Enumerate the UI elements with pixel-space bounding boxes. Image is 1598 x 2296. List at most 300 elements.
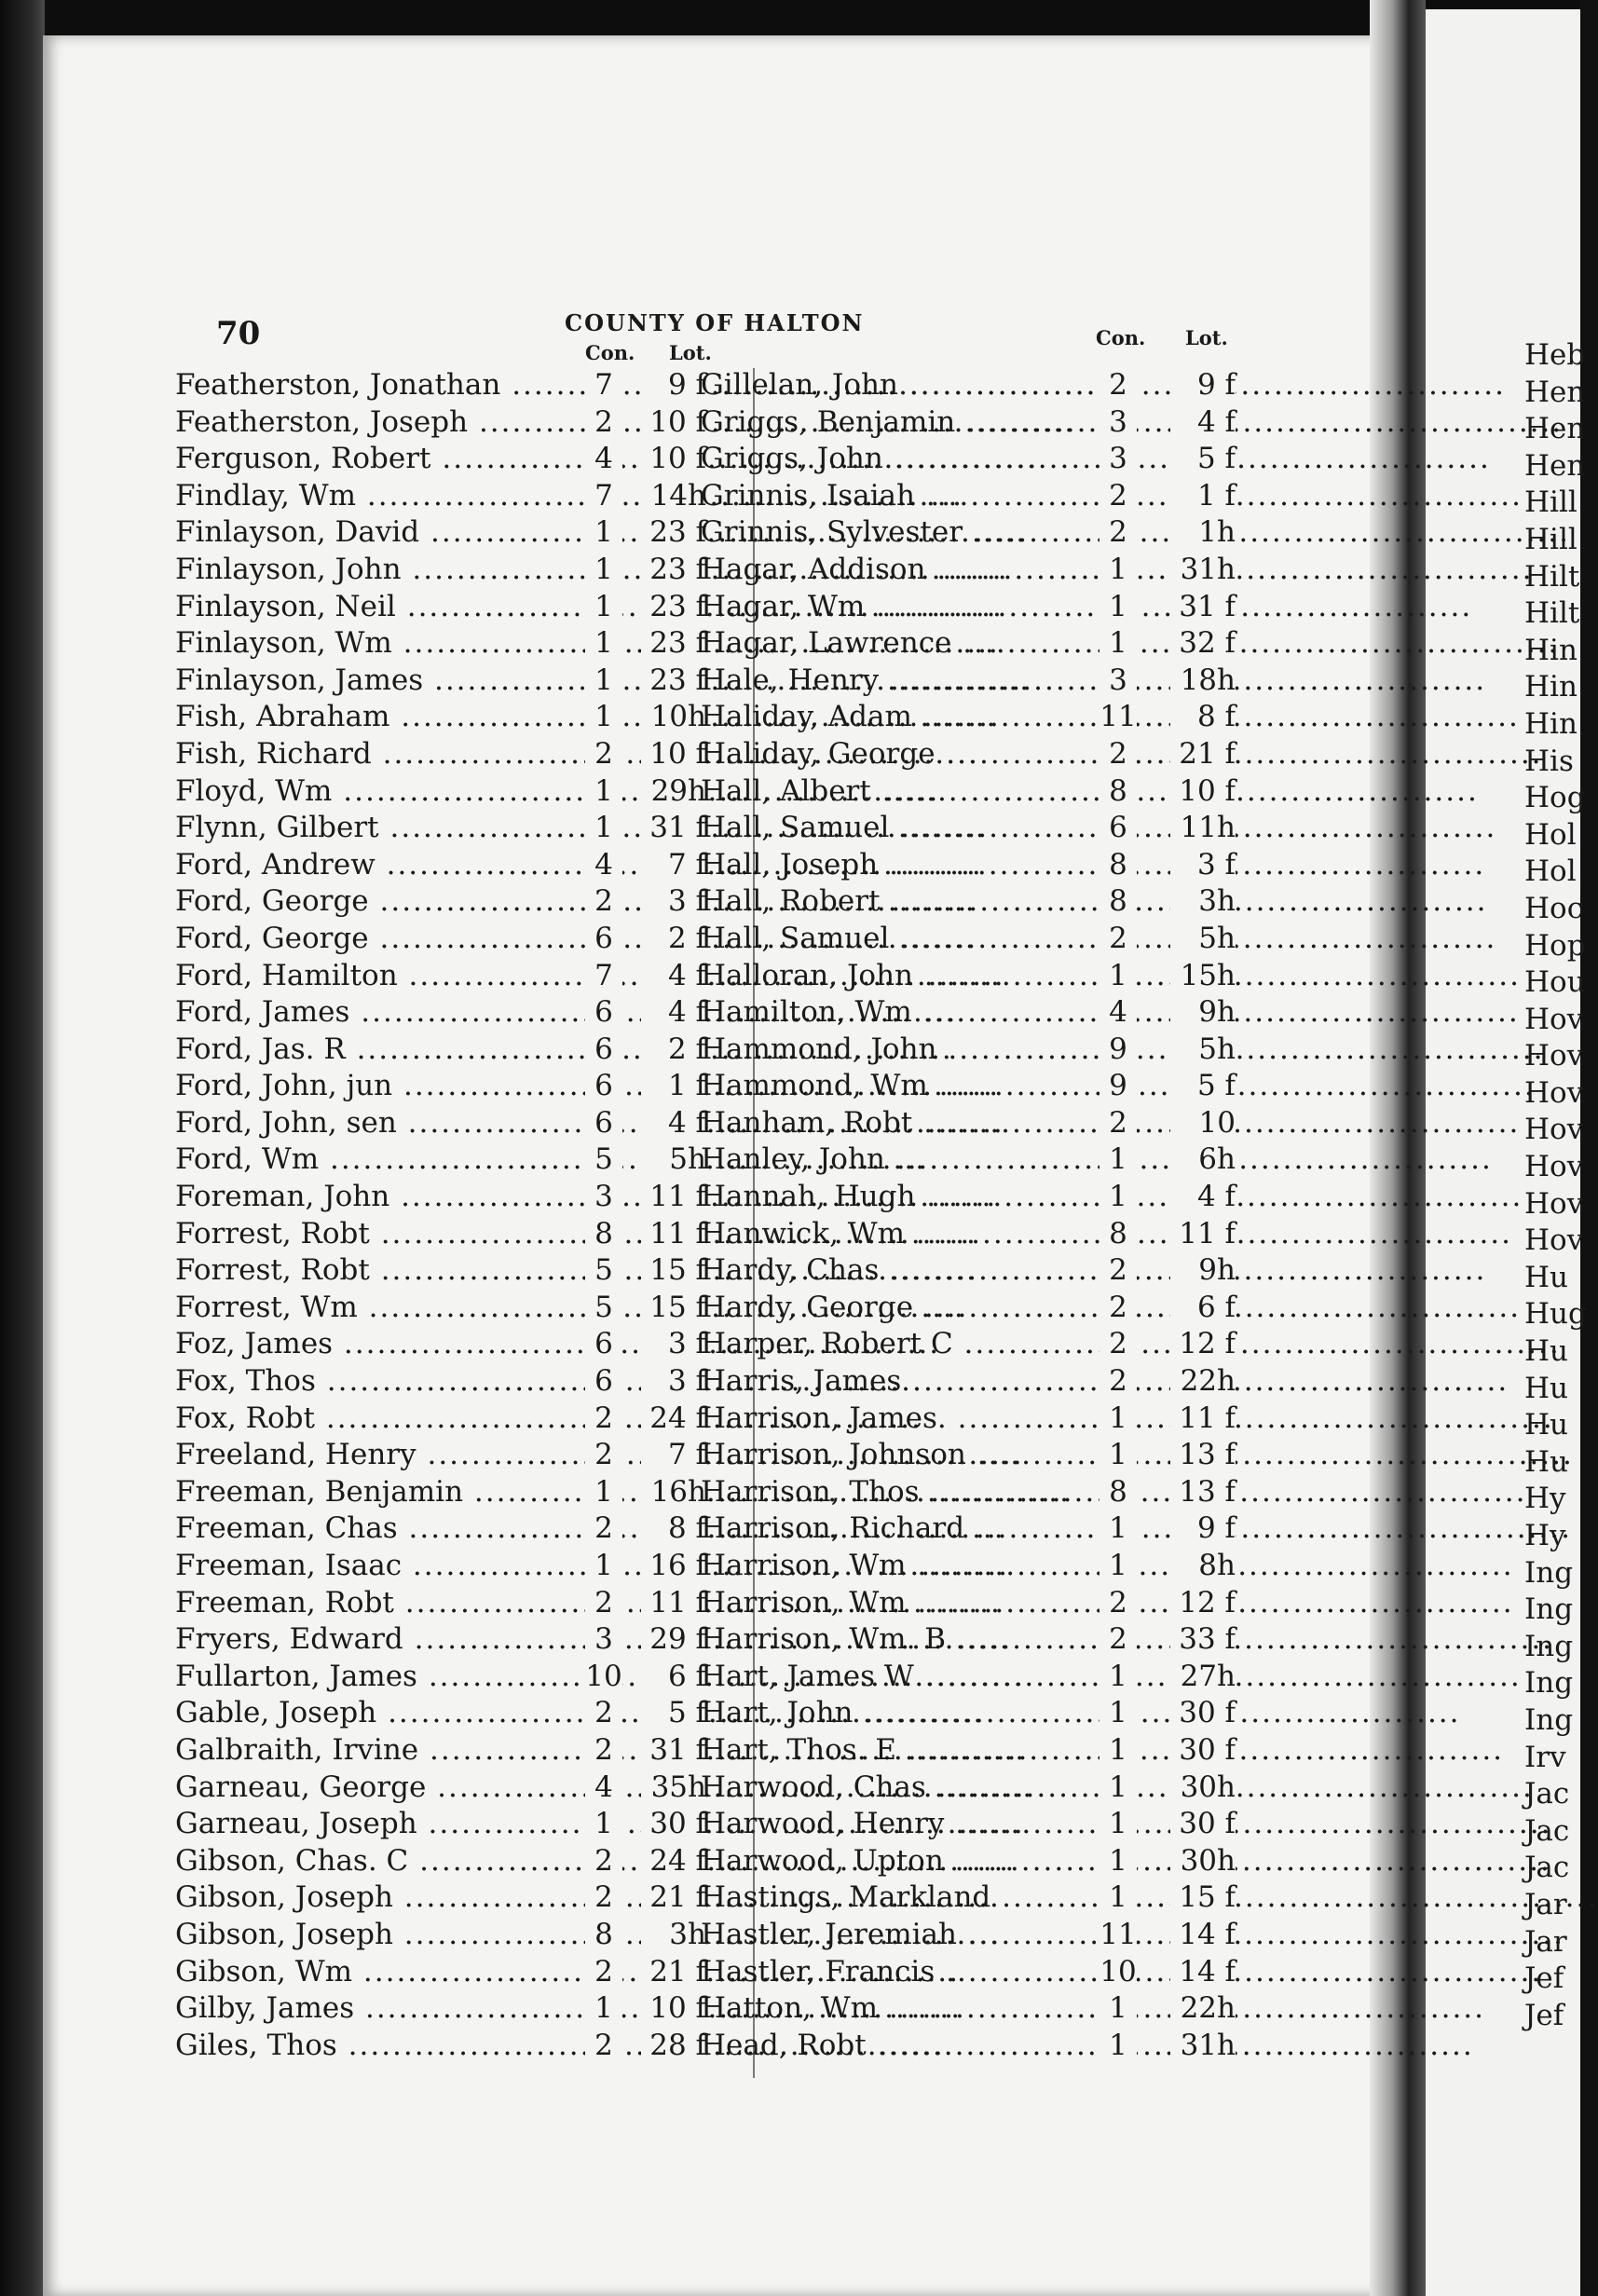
entry-name: Hastings, Markland ..... [701, 1879, 1098, 1917]
entry-lot: 4 f [641, 958, 706, 995]
fragment-text: Hug [1524, 1297, 1587, 1332]
table-row [701, 1141, 1278, 1179]
entry-lot: 6h [1170, 1141, 1236, 1179]
table-row [175, 589, 753, 626]
entry-name: Gibson, Wm ..... [175, 1954, 576, 1991]
entry-con: 2 [1099, 1585, 1137, 1622]
entry-con: 1 [1099, 958, 1137, 995]
table-row [175, 1252, 753, 1290]
entry-name: Ford, Andrew ..... [175, 847, 576, 884]
entry-name: Ford, George ..... [175, 883, 576, 921]
entry-lot: 30 f [641, 1806, 706, 1843]
entry-lot: 9h [1170, 1252, 1236, 1290]
table-row [701, 1510, 1278, 1548]
fragment-text: Irv [1524, 1740, 1566, 1774]
entry-con: 1 [1099, 1548, 1137, 1585]
entry-name: Ford, Wm ..... [175, 1141, 576, 1179]
table-row [701, 1806, 1278, 1843]
entry-lot: 29h [641, 773, 706, 811]
entry-name: Fox, Thos ..... [175, 1363, 576, 1401]
entry-lot: 11 f [1170, 1401, 1236, 1438]
table-row [701, 1621, 1278, 1659]
table-row [175, 1179, 753, 1216]
table-row [701, 1732, 1278, 1770]
entry-con: 9 [1099, 1068, 1137, 1105]
entry-con: 8 [1099, 847, 1137, 884]
fragment-text: Hov [1524, 1075, 1584, 1110]
entry-name: Harper, Robert C ..... [701, 1326, 1098, 1363]
entry-name: Finlayson, John ..... [175, 552, 576, 589]
entry-con: 2 [585, 1843, 622, 1880]
entry-lot: 4 f [641, 994, 706, 1032]
entry-con: 1 [1099, 625, 1137, 663]
entry-lot: 11 f [641, 1179, 706, 1216]
entry-con: 2 [1099, 736, 1137, 773]
entry-name: Grinnis, Sylvester ..... [701, 514, 1098, 552]
entry-con: 2 [585, 883, 622, 921]
page-number: 70 [216, 315, 261, 352]
entry-name: Hannah, Hugh ..... [701, 1179, 1098, 1216]
entry-lot: 9h [1170, 994, 1236, 1032]
entry-lot: 18h [1170, 663, 1236, 700]
entry-con: 1 [585, 552, 622, 589]
entry-lot: 24 f [641, 1401, 706, 1438]
entry-con: 11 [1099, 699, 1137, 736]
entry-lot: 16 f [641, 1548, 706, 1585]
table-row [175, 514, 753, 552]
entry-name: Freeman, Chas ..... [175, 1510, 576, 1548]
table-row [701, 404, 1278, 442]
entry-name: Finlayson, David ..... [175, 514, 576, 552]
lot-header: Lot. [669, 341, 712, 364]
entry-con: 6 [1099, 810, 1137, 847]
fragment-text: Hov [1524, 1223, 1584, 1258]
entry-lot: 9 f [1170, 367, 1236, 404]
entry-con: 9 [1099, 1032, 1137, 1069]
table-row [701, 589, 1278, 626]
fragment-text: Ing [1524, 1629, 1574, 1663]
fragment-text: Hov [1524, 1113, 1584, 1147]
entry-name: Hatton, Wm ..... [701, 1990, 1098, 2028]
table-row [701, 367, 1278, 404]
entry-con: 6 [585, 994, 622, 1032]
entry-con: 3 [1099, 663, 1137, 700]
entry-con: 1 [1099, 1179, 1137, 1216]
entry-con: 6 [585, 1105, 622, 1142]
entry-name: Hall, Robert ..... [701, 883, 1098, 921]
entry-lot: 5 f [641, 1695, 706, 1732]
table-row [175, 1990, 753, 2028]
entry-name: Hale, Henry ..... [701, 663, 1098, 700]
entry-lot: 5h [641, 1141, 706, 1179]
table-row [701, 1032, 1278, 1069]
entry-con: 5 [585, 1252, 622, 1290]
entry-con: 1 [1099, 1732, 1137, 1770]
entry-con: 1 [1099, 1770, 1137, 1807]
table-row [701, 1917, 1278, 1954]
entry-lot: 10 f [641, 1990, 706, 2028]
entry-con: 1 [1099, 1141, 1137, 1179]
entry-lot: 8 f [1170, 699, 1236, 736]
table-row [175, 1732, 753, 1770]
entry-lot: 5 f [1170, 1068, 1236, 1105]
entry-name: Hamilton, Wm ..... [701, 994, 1098, 1032]
entry-lot: 15 f [641, 1290, 706, 1327]
table-row [175, 2028, 753, 2065]
entry-con: 7 [585, 367, 622, 404]
column-header [701, 326, 1278, 367]
entry-name: Hammond, John ..... [701, 1032, 1098, 1069]
entry-name: Hanham, Robt ..... [701, 1105, 1098, 1142]
entry-con: 1 [585, 1990, 622, 2028]
entry-lot: 3 f [641, 1363, 706, 1401]
fragment-text: Hol [1524, 854, 1577, 889]
entry-con: 1 [585, 699, 622, 736]
entry-name: Hall, Samuel ..... [701, 921, 1098, 958]
entry-con: 6 [585, 1032, 622, 1069]
fragment-text: His [1524, 744, 1574, 778]
table-row [701, 847, 1278, 884]
table-row [175, 404, 753, 442]
entry-name: Harrison, Johnson ..... [701, 1437, 1098, 1474]
table-row [175, 736, 753, 773]
entry-name: Finlayson, James ..... [175, 663, 576, 700]
entry-lot: 8h [1170, 1548, 1236, 1585]
entry-con: 2 [585, 1510, 622, 1548]
entry-con: 1 [585, 773, 622, 811]
entry-lot: 4 f [641, 1105, 706, 1142]
entry-name: Forrest, Robt ..... [175, 1252, 576, 1290]
entry-name: Flynn, Gilbert ..... [175, 810, 576, 847]
entry-con: 6 [585, 1363, 622, 1401]
entry-name: Hart, James W ..... [701, 1659, 1098, 1696]
entry-lot: 1 f [1170, 478, 1236, 515]
entry-name: Featherston, Joseph ..... [175, 404, 576, 442]
entry-name: Ferguson, Robert ..... [175, 441, 576, 478]
entry-con: 1 [1099, 552, 1137, 589]
entry-name: Gilby, James ..... [175, 1990, 576, 2028]
entry-con: 2 [585, 1401, 622, 1438]
entry-lot: 31h [1170, 2028, 1236, 2065]
table-row [701, 699, 1278, 736]
table-row [175, 1068, 753, 1105]
entry-lot: 4 f [1170, 404, 1236, 442]
table-row [701, 1290, 1278, 1327]
entry-con: 2 [585, 1695, 622, 1732]
entry-con: 2 [1099, 367, 1137, 404]
con-header: Con. [585, 341, 635, 364]
entry-lot: 16h [641, 1474, 706, 1511]
entry-name: Gibson, Joseph ..... [175, 1917, 576, 1954]
book-binding [0, 0, 45, 2296]
entry-con: 1 [1099, 2028, 1137, 2065]
con-header: Con. [1096, 326, 1146, 349]
entry-con: 8 [1099, 1216, 1137, 1253]
fragment-text: Hu [1524, 1444, 1568, 1479]
entry-lot: 23 f [641, 552, 706, 589]
fragment-text: Hov [1524, 1002, 1584, 1036]
fragment-text: Hin [1524, 633, 1578, 667]
table-row [175, 1548, 753, 1585]
entry-lot: 2 f [641, 1032, 706, 1069]
table-row [701, 921, 1278, 958]
entry-name: Harrison, Richard ..... [701, 1510, 1098, 1548]
table-row [701, 958, 1278, 995]
entry-name: Gibson, Chas. C ..... [175, 1843, 576, 1880]
table-row [175, 1510, 753, 1548]
entry-lot: 15 f [641, 1252, 706, 1290]
directory-column-middle [701, 326, 1278, 2064]
entry-lot: 2 f [641, 921, 706, 958]
table-row [175, 1879, 753, 1917]
table-row [175, 1770, 753, 1807]
entry-name: Garneau, Joseph ..... [175, 1806, 576, 1843]
entry-lot: 3 f [641, 883, 706, 921]
entry-name: Hanley, John ..... [701, 1141, 1098, 1179]
entry-con: 2 [585, 1585, 622, 1622]
entry-name: Grinnis, Isaiah ..... [701, 478, 1098, 515]
table-row [175, 1216, 753, 1253]
table-row [175, 1141, 753, 1179]
entry-name: Haliday, George ..... [701, 736, 1098, 773]
entry-name: Harwood, Chas ..... [701, 1770, 1098, 1807]
entry-con: 2 [1099, 1326, 1137, 1363]
entry-lot: 14 f [1170, 1954, 1236, 1991]
entry-name: Freeland, Henry ..... [175, 1437, 576, 1474]
entry-name: Featherston, Jonathan ..... [175, 367, 576, 404]
entry-con: 1 [1099, 589, 1137, 626]
table-row [175, 441, 753, 478]
entry-con: 1 [585, 589, 622, 626]
entry-lot: 28 f [641, 2028, 706, 2065]
entry-con: 8 [1099, 883, 1137, 921]
entry-con: 1 [585, 1806, 622, 1843]
entry-name: Halloran, John ..... [701, 958, 1098, 995]
table-row [701, 1363, 1278, 1401]
table-row [701, 1474, 1278, 1511]
fragment-text: Hy [1524, 1519, 1566, 1552]
table-row [701, 1843, 1278, 1880]
entry-name: Fish, Richard ..... [175, 736, 576, 773]
entry-name: Griggs, Benjamin ..... [701, 404, 1098, 442]
table-row [175, 1326, 753, 1363]
table-row [175, 958, 753, 995]
entry-lot: 21 f [641, 1954, 706, 1991]
entry-lot: 30h [1170, 1770, 1236, 1807]
facing-page-fragments [1524, 337, 1587, 2034]
table-row [175, 921, 753, 958]
entry-list [175, 367, 753, 2064]
fragment-text: Jac [1524, 1851, 1570, 1885]
entry-lot: 10 f [1170, 773, 1236, 811]
table-row [175, 552, 753, 589]
entry-name: Findlay, Wm ..... [175, 478, 576, 515]
entry-lot: 23 f [641, 514, 706, 552]
entry-name: Hagar, Wm ..... [701, 589, 1098, 626]
entry-lot: 30 f [1170, 1695, 1236, 1732]
entry-lot: 1 f [641, 1068, 706, 1105]
entry-con: 5 [585, 1141, 622, 1179]
entry-name: Hart, John ..... [701, 1695, 1098, 1732]
entry-lot: 3 f [641, 1326, 706, 1363]
entry-con: 1 [1099, 1843, 1137, 1880]
entry-lot: 4 f [1170, 1179, 1236, 1216]
fragment-text: Hop [1524, 928, 1586, 963]
entry-name: Freeman, Benjamin ..... [175, 1474, 576, 1511]
entry-con: 6 [585, 921, 622, 958]
entry-name: Hagar, Addison ..... [701, 552, 1098, 589]
entry-con: 1 [585, 663, 622, 700]
entry-con: 2 [585, 1437, 622, 1474]
entry-name: Foreman, John ..... [175, 1179, 576, 1216]
entry-lot: 3h [641, 1917, 706, 1954]
entry-lot: 9 f [641, 367, 706, 404]
entry-lot: 9 f [1170, 1510, 1236, 1548]
fragment-text: Hen [1524, 448, 1586, 483]
fragment-text: Hin [1524, 670, 1578, 704]
entry-name: Finlayson, Neil ..... [175, 589, 576, 626]
table-row [175, 1105, 753, 1142]
table-row [175, 699, 753, 736]
fragment-text: Jar [1524, 1887, 1567, 1921]
entry-name: Ford, Hamilton ..... [175, 958, 576, 995]
entry-name: Harrison, Wm. B ..... [701, 1621, 1098, 1659]
table-row [175, 1437, 753, 1474]
entry-con: 1 [585, 1548, 622, 1585]
entry-lot: 23 f [641, 625, 706, 663]
fragment-text: Hu [1524, 1260, 1568, 1294]
entry-con: 2 [585, 1954, 622, 1991]
fragment-text: Heb [1524, 338, 1586, 372]
table-row [701, 883, 1278, 921]
entry-name: Fullarton, James ..... [175, 1659, 576, 1696]
entry-name: Harrison, Thos ..... [701, 1474, 1098, 1511]
table-row [701, 1252, 1278, 1290]
running-title: COUNTY OF HALTON [565, 309, 865, 336]
entry-con: 6 [585, 1068, 622, 1105]
entry-lot: 11 f [641, 1216, 706, 1253]
scan-top-edge [0, 0, 1580, 37]
entry-lot: 14 f [1170, 1917, 1236, 1954]
fragment-text: Hov [1524, 1186, 1584, 1221]
entry-name: Harrison, James. ..... [701, 1401, 1098, 1438]
table-row [701, 1954, 1278, 1991]
entry-lot: 31 f [641, 810, 706, 847]
entry-lot: 29 f [641, 1621, 706, 1659]
table-row [701, 1659, 1278, 1696]
entry-lot: 11h [1170, 810, 1236, 847]
entry-con: 2 [1099, 1621, 1137, 1659]
fragment-text: Hov [1524, 1039, 1584, 1073]
table-row [701, 1879, 1278, 1917]
entry-lot: 33 f [1170, 1621, 1236, 1659]
entry-name: Ford, Jas. R ..... [175, 1032, 576, 1069]
entry-name: Harwood, Upton ..... [701, 1843, 1098, 1880]
entry-con: 1 [1099, 1990, 1137, 2028]
table-row [175, 1621, 753, 1659]
entry-lot: 5h [1170, 1032, 1236, 1069]
entry-name: Forrest, Wm ..... [175, 1290, 576, 1327]
table-row [701, 663, 1278, 700]
entry-con: 4 [1099, 994, 1137, 1032]
fragment-text: Hoc [1524, 891, 1584, 925]
entry-lot: 8 f [641, 1510, 706, 1548]
entry-lot: 21 f [641, 1879, 706, 1917]
entry-name: Haliday, Adam ..... [701, 699, 1098, 736]
table-row [701, 994, 1278, 1032]
table-row [701, 1770, 1278, 1807]
table-row [701, 514, 1278, 552]
entry-lot: 32 f [1170, 625, 1236, 663]
entry-con: 1 [585, 625, 622, 663]
fragment-text: Hu [1524, 1334, 1568, 1369]
table-row [175, 1659, 753, 1696]
entry-lot: 31 f [1170, 589, 1236, 626]
table-row [701, 2028, 1278, 2065]
entry-con: 2 [1099, 1363, 1137, 1401]
entry-con: 1 [1099, 1659, 1137, 1696]
fragment-text: Hy [1524, 1482, 1566, 1516]
table-row [175, 1806, 753, 1843]
entry-con: 2 [1099, 1252, 1137, 1290]
table-row [701, 1401, 1278, 1438]
entry-name: Finlayson, Wm ..... [175, 625, 576, 663]
entry-name: Ford, John, jun ..... [175, 1068, 576, 1105]
entry-lot: 30h [1170, 1843, 1236, 1880]
table-row [175, 1401, 753, 1438]
entry-lot: 13 f [1170, 1437, 1236, 1474]
fragment-text: Hill [1524, 522, 1578, 556]
entry-con: 1 [1099, 1695, 1137, 1732]
entry-con: 2 [1099, 514, 1137, 552]
entry-con: 8 [1099, 773, 1137, 811]
entry-name: Head, Robt ..... [701, 2028, 1098, 2065]
entry-lot: 10 f [641, 441, 706, 478]
entry-lot: 5 f [1170, 441, 1236, 478]
entry-name: Floyd, Wm ..... [175, 773, 576, 811]
entry-lot: 11 f [1170, 1216, 1236, 1253]
entry-name: Fish, Abraham ..... [175, 699, 576, 736]
entry-name: Hardy, Chas ..... [701, 1252, 1098, 1290]
entry-con: 2 [585, 1879, 622, 1917]
entry-con: 3 [585, 1179, 622, 1216]
table-row [175, 1954, 753, 1991]
fragment-text: Hu [1524, 1371, 1568, 1405]
entry-con: 4 [585, 441, 622, 478]
table-row [175, 625, 753, 663]
fragment-text: Hill [1524, 485, 1578, 520]
entry-con: 2 [1099, 478, 1137, 515]
table-row [701, 1216, 1278, 1253]
fragment-text: Hu [1524, 1408, 1568, 1442]
fragment-text: Jef [1524, 1961, 1564, 1996]
table-row [175, 847, 753, 884]
lot-header: Lot. [1185, 326, 1228, 349]
entry-name: Ford, John, sen ..... [175, 1105, 576, 1142]
entry-name: Hall, Samuel ..... [701, 810, 1098, 847]
entry-lot: 6 f [1170, 1290, 1236, 1327]
entry-con: 2 [1099, 1290, 1137, 1327]
entry-name: Freeman, Isaac ..... [175, 1548, 576, 1585]
entry-name: Gillelan, John ..... [701, 367, 1098, 404]
entry-lot: 5h [1170, 921, 1236, 958]
fragment-text: Hen [1524, 412, 1586, 446]
entry-con: 7 [585, 478, 622, 515]
fragment-text: Jac [1524, 1813, 1570, 1848]
entry-name: Galbraith, Irvine ..... [175, 1732, 576, 1770]
table-row [175, 1843, 753, 1880]
fragment-text: Jef [1524, 1998, 1564, 2032]
